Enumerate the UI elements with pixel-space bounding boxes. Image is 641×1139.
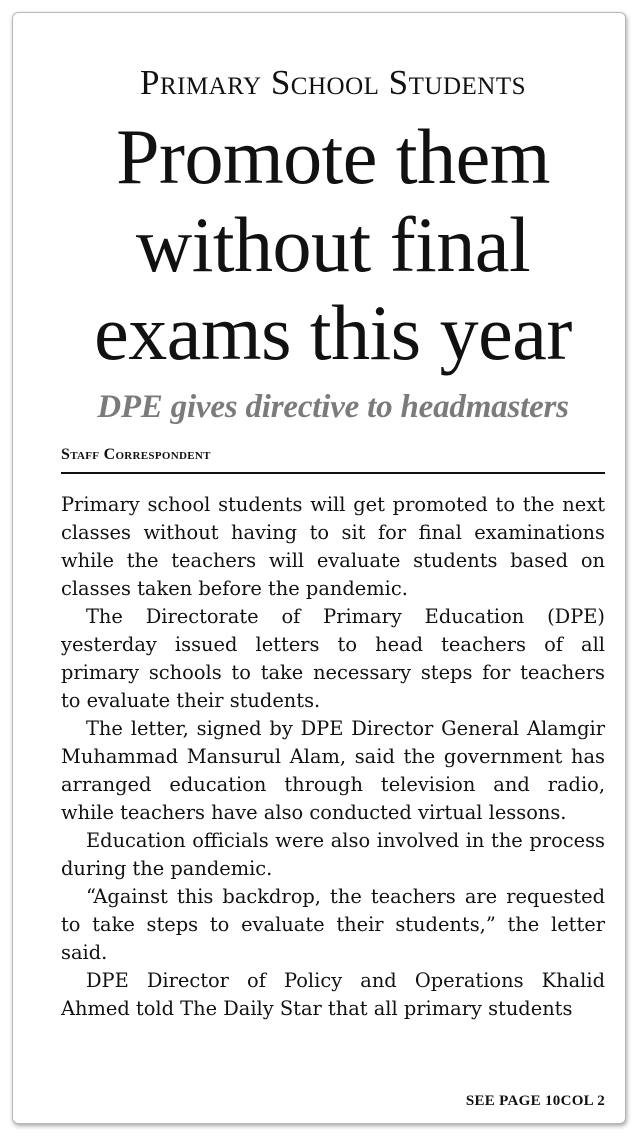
- continued-on-page: SEE PAGE 10COL 2: [465, 1093, 605, 1109]
- headline-line-1: Promote them: [116, 113, 550, 200]
- paragraph-1: Primary school students will get promoted to the next classes without having to sit for final examinations while the teachers will evaluate students based on classes taken before the pandemic.: [61, 493, 605, 600]
- headline-line-2: without final: [135, 201, 531, 288]
- kicker: Primary School Students: [139, 63, 527, 102]
- byline: Staff Correspondent: [61, 444, 605, 474]
- paragraph-2: The Directorate of Primary Education (DPE) yesterday issued letters to head teachers of all primary schools to take necessary steps for teachers to evaluate their students.: [61, 605, 605, 712]
- headline-line-3: exams this year: [94, 289, 572, 376]
- subheadline: DPE gives directive to headmasters: [97, 389, 569, 425]
- paragraph-3: The letter, signed by DPE Director General Alamgir Muhammad Mansurul Alam, said the government has arranged education through television and radio, while teachers have also conducted virtual lessons.: [61, 717, 605, 824]
- article-body: [61, 491, 605, 1023]
- paragraph-6: DPE Director of Policy and Operations Khalid Ahmed told The Daily Star that all primary students: [61, 969, 605, 1020]
- paragraph-5: “Against this backdrop, the teachers are requested to take steps to evaluate their students,” the letter said.: [61, 885, 605, 964]
- article-frame: [12, 12, 626, 1124]
- headline: [61, 113, 605, 377]
- paragraph-4: Education officials were also involved in the process during the pandemic.: [61, 829, 605, 880]
